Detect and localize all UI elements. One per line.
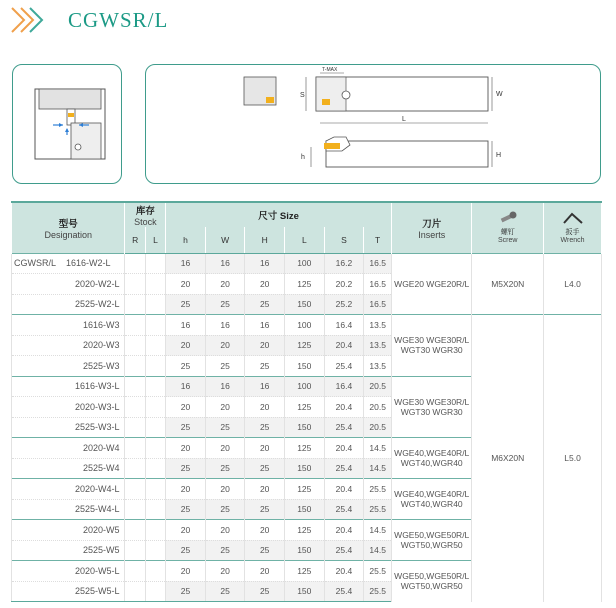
dim-label-w: W <box>496 91 503 98</box>
dim-h-cell: 20 <box>166 397 206 418</box>
dim-h-cell: 16 <box>166 253 206 274</box>
dim-hh-cell: 20 <box>245 397 285 418</box>
holder-front-view-drawing <box>13 65 123 185</box>
dim-s-cell: 20.4 <box>324 397 364 418</box>
stock-header: 库存 Stock <box>125 202 166 227</box>
designation-cell <box>12 274 125 295</box>
dim-t-cell: 13.5 <box>364 356 392 377</box>
inserts-header: 刀片 Inserts <box>392 202 472 253</box>
dim-hh-cell: 20 <box>245 479 285 500</box>
dim-l-cell: 125 <box>285 438 325 459</box>
dim-w-cell: 20 <box>205 438 245 459</box>
inserts-cell: WGE50,WGE50R/L WGT50,WGR50 <box>392 520 472 561</box>
designation-code: 2525-W2-L <box>74 299 120 310</box>
stock-l-cell <box>145 274 165 295</box>
dim-w-cell: 25 <box>205 356 245 377</box>
designation-code: 2525-W3 <box>82 360 120 371</box>
stock-r-cell <box>125 294 145 315</box>
dim-h-cell: 25 <box>166 540 206 561</box>
dim-t-cell: 25.5 <box>364 499 392 520</box>
dim-h-cell: 20 <box>166 520 206 541</box>
dim-label-tmax: T-MAX <box>322 67 338 73</box>
dim-h-cell: 25 <box>166 294 206 315</box>
dim-hh-cell: 25 <box>245 458 285 479</box>
dim-w-cell: 25 <box>205 417 245 438</box>
table-row <box>12 315 602 336</box>
dim-label-s: S <box>300 92 305 99</box>
stock-l-cell <box>145 458 165 479</box>
dim-hh-cell: 16 <box>245 253 285 274</box>
dim-l-cell: 100 <box>285 376 325 397</box>
dim-hh-cell: 20 <box>245 438 285 459</box>
dim-l-cell: 150 <box>285 458 325 479</box>
dim-w-cell: 16 <box>205 376 245 397</box>
dim-hh-cell: 25 <box>245 417 285 438</box>
dim-w-cell: 25 <box>205 499 245 520</box>
designation-cell <box>12 294 125 315</box>
designation-code: 2525-W4 <box>82 463 120 474</box>
dim-l-cell: 125 <box>285 520 325 541</box>
dim-s-cell: 16.4 <box>324 315 364 336</box>
dim-t-cell: 14.5 <box>364 520 392 541</box>
wrench-icon <box>562 211 584 225</box>
dim-label-h-small: h <box>301 154 305 161</box>
dim-l-cell: 150 <box>285 356 325 377</box>
stock-r-header: R <box>125 227 145 253</box>
designation-code: 2525-W5 <box>82 545 120 556</box>
dim-t-cell: 14.5 <box>364 438 392 459</box>
dim-h-cell: 25 <box>166 581 206 602</box>
dim-s-cell: 25.4 <box>324 417 364 438</box>
designation-cell <box>12 581 125 602</box>
inserts-cell: WGE50,WGE50R/L WGT50,WGR50 <box>392 561 472 602</box>
stock-l-cell <box>145 479 165 500</box>
dim-hh-cell: 25 <box>245 356 285 377</box>
dim-w-cell: 20 <box>205 274 245 295</box>
designation-cell <box>12 417 125 438</box>
inserts-cell: WGE20 WGE20R/L <box>392 253 472 315</box>
dim-h-cell: 20 <box>166 438 206 459</box>
dim-hh-cell: 25 <box>245 540 285 561</box>
stock-r-cell <box>125 499 145 520</box>
stock-r-cell <box>125 274 145 295</box>
dim-l-cell: 100 <box>285 315 325 336</box>
stock-r-cell <box>125 376 145 397</box>
dim-w-cell: 16 <box>205 253 245 274</box>
screw-icon <box>498 211 518 225</box>
dim-h-cell: 20 <box>166 274 206 295</box>
designation-prefix: CGWSR/L <box>14 258 57 269</box>
inserts-cell: WGE40,WGE40R/L WGT40,WGR40 <box>392 479 472 520</box>
designation-code: 2020-W3-L <box>74 401 120 412</box>
dim-hh-cell: 20 <box>245 520 285 541</box>
stock-l-cell <box>145 294 165 315</box>
dim-s-cell: 20.4 <box>324 520 364 541</box>
stock-l-cell <box>145 335 165 356</box>
dim-h-cell: 16 <box>166 315 206 336</box>
holder-mounting-diagram <box>12 64 122 184</box>
screw-cell: M6X20N <box>472 315 544 602</box>
dim-s-cell: 16.4 <box>324 376 364 397</box>
dim-hh-cell: 16 <box>245 376 285 397</box>
designation-cell <box>12 499 125 520</box>
dim-hh-cell: 16 <box>245 315 285 336</box>
stock-l-cell <box>145 561 165 582</box>
dim-l-cell: 125 <box>285 397 325 418</box>
holder-dimension-drawing <box>146 65 602 185</box>
dim-t-cell: 13.5 <box>364 335 392 356</box>
dim-hh-cell: 20 <box>245 274 285 295</box>
designation-cell <box>12 315 125 336</box>
dim-w-cell: 16 <box>205 315 245 336</box>
wrench-cell: L4.0 <box>544 253 602 315</box>
designation-code: 2525-W5-L <box>74 586 120 597</box>
dim-t-cell: 13.5 <box>364 315 392 336</box>
designation-code: 1616-W2-L <box>66 258 111 269</box>
stock-r-cell <box>125 335 145 356</box>
wrench-header: 扳手 Wrench <box>544 202 602 253</box>
stock-l-cell <box>145 540 165 561</box>
designation-cell <box>12 479 125 500</box>
inserts-cell: WGE30 WGE30R/L WGT30 WGR30 <box>392 376 472 438</box>
designation-code: 2020-W4 <box>82 442 120 453</box>
stock-l-cell <box>145 438 165 459</box>
dim-l-cell: 100 <box>285 253 325 274</box>
double-chevron-icon <box>10 6 48 34</box>
designation-cell <box>12 438 125 459</box>
dim-h-cell: 16 <box>166 376 206 397</box>
designation-code: 2020-W3 <box>82 340 120 351</box>
dim-h-cell: 25 <box>166 417 206 438</box>
dim-label-h-big: H <box>496 152 502 159</box>
t-header: T <box>364 227 392 253</box>
dim-h-cell: 20 <box>166 335 206 356</box>
stock-l-cell <box>145 356 165 377</box>
dim-w-cell: 20 <box>205 479 245 500</box>
dim-l-cell: 150 <box>285 417 325 438</box>
designation-cell <box>12 376 125 397</box>
designation-cell <box>12 520 125 541</box>
dim-l-cell: 125 <box>285 479 325 500</box>
specification-table <box>11 201 602 602</box>
stock-r-cell <box>125 479 145 500</box>
designation-header: 型号 Designation <box>12 202 125 253</box>
dim-l-cell: 150 <box>285 581 325 602</box>
dim-t-cell: 16.5 <box>364 294 392 315</box>
dim-h-cell: 25 <box>166 356 206 377</box>
stock-r-cell <box>125 356 145 377</box>
wrench-cell: L5.0 <box>544 315 602 602</box>
stock-r-cell <box>125 438 145 459</box>
dim-t-cell: 25.5 <box>364 479 392 500</box>
dim-w-cell: 20 <box>205 561 245 582</box>
dim-s-cell: 20.4 <box>324 335 364 356</box>
stock-l-cell <box>145 315 165 336</box>
stock-l-cell <box>145 581 165 602</box>
dim-l-cell: 125 <box>285 274 325 295</box>
dim-t-cell: 20.5 <box>364 376 392 397</box>
designation-cell <box>12 540 125 561</box>
designation-code: 2020-W4-L <box>74 483 120 494</box>
size-header: 尺寸 Size <box>166 202 392 227</box>
s-header: S <box>324 227 364 253</box>
dim-s-cell: 25.4 <box>324 458 364 479</box>
dim-s-cell: 16.2 <box>324 253 364 274</box>
stock-r-cell <box>125 253 145 274</box>
dim-w-cell: 25 <box>205 458 245 479</box>
dim-hh-cell: 25 <box>245 294 285 315</box>
inserts-cell: WGE40,WGE40R/L WGT40,WGR40 <box>392 438 472 479</box>
stock-l-cell <box>145 417 165 438</box>
page-title: CGWSR/L <box>68 7 169 32</box>
dim-s-cell: 25.4 <box>324 499 364 520</box>
holder-dimension-diagram <box>145 64 601 184</box>
designation-code: 1616-W3-L <box>74 381 120 392</box>
designation-cell <box>12 397 125 418</box>
dim-l-cell: 150 <box>285 499 325 520</box>
designation-cell <box>12 335 125 356</box>
dim-hh-cell: 20 <box>245 561 285 582</box>
stock-r-cell <box>125 397 145 418</box>
stock-r-cell <box>125 520 145 541</box>
stock-l-cell <box>145 499 165 520</box>
dim-s-cell: 25.4 <box>324 581 364 602</box>
dim-t-cell: 20.5 <box>364 397 392 418</box>
dim-h-cell: 20 <box>166 561 206 582</box>
stock-l-cell <box>145 253 165 274</box>
dim-t-cell: 20.5 <box>364 417 392 438</box>
stock-l-header: L <box>145 227 165 253</box>
designation-cell <box>12 253 125 274</box>
designation-code: 2020-W2-L <box>74 278 120 289</box>
designation-cell <box>12 561 125 582</box>
stock-r-cell <box>125 458 145 479</box>
dim-h-cell: 20 <box>166 479 206 500</box>
stock-r-cell <box>125 417 145 438</box>
dim-t-cell: 25.5 <box>364 581 392 602</box>
w-header: W <box>205 227 245 253</box>
stock-r-cell <box>125 561 145 582</box>
designation-code: 1616-W3 <box>82 319 120 330</box>
dim-h-cell: 25 <box>166 499 206 520</box>
screw-cell: M5X20N <box>472 253 544 315</box>
dim-l-cell: 125 <box>285 561 325 582</box>
stock-l-cell <box>145 520 165 541</box>
dim-w-cell: 20 <box>205 520 245 541</box>
dim-s-cell: 25.4 <box>324 356 364 377</box>
l-header: L <box>285 227 325 253</box>
dim-s-cell: 20.4 <box>324 479 364 500</box>
dim-w-cell: 25 <box>205 540 245 561</box>
designation-code: 2020-W5-L <box>74 565 120 576</box>
stock-r-cell <box>125 540 145 561</box>
page-header <box>10 4 168 36</box>
dim-label-l: L <box>402 116 406 123</box>
dim-t-cell: 14.5 <box>364 540 392 561</box>
dim-w-cell: 20 <box>205 397 245 418</box>
dim-s-cell: 25.2 <box>324 294 364 315</box>
dim-l-cell: 150 <box>285 294 325 315</box>
specification-table-body <box>12 253 602 602</box>
dim-hh-cell: 25 <box>245 499 285 520</box>
stock-r-cell <box>125 581 145 602</box>
dim-t-cell: 25.5 <box>364 561 392 582</box>
dim-w-cell: 20 <box>205 335 245 356</box>
dim-t-cell: 16.5 <box>364 274 392 295</box>
dim-s-cell: 20.2 <box>324 274 364 295</box>
dim-hh-cell: 20 <box>245 335 285 356</box>
screw-header: 螺钉 Screw <box>472 202 544 253</box>
stock-l-cell <box>145 397 165 418</box>
stock-r-cell <box>125 315 145 336</box>
designation-code: 2525-W4-L <box>74 504 120 515</box>
designation-cell <box>12 458 125 479</box>
dim-t-cell: 16.5 <box>364 253 392 274</box>
dim-s-cell: 25.4 <box>324 540 364 561</box>
dim-t-cell: 14.5 <box>364 458 392 479</box>
stock-l-cell <box>145 376 165 397</box>
dim-w-cell: 25 <box>205 294 245 315</box>
designation-cell <box>12 356 125 377</box>
inserts-cell: WGE30 WGE30R/L WGT30 WGR30 <box>392 315 472 377</box>
designation-code: 2020-W5 <box>82 524 120 535</box>
dim-s-cell: 20.4 <box>324 438 364 459</box>
dim-l-cell: 125 <box>285 335 325 356</box>
dim-w-cell: 25 <box>205 581 245 602</box>
hh-header: H <box>245 227 285 253</box>
table-row <box>12 253 602 274</box>
dim-l-cell: 150 <box>285 540 325 561</box>
designation-code: 2525-W3-L <box>74 422 120 433</box>
dim-h-cell: 25 <box>166 458 206 479</box>
dim-s-cell: 20.4 <box>324 561 364 582</box>
dim-hh-cell: 25 <box>245 581 285 602</box>
h-header: h <box>166 227 206 253</box>
